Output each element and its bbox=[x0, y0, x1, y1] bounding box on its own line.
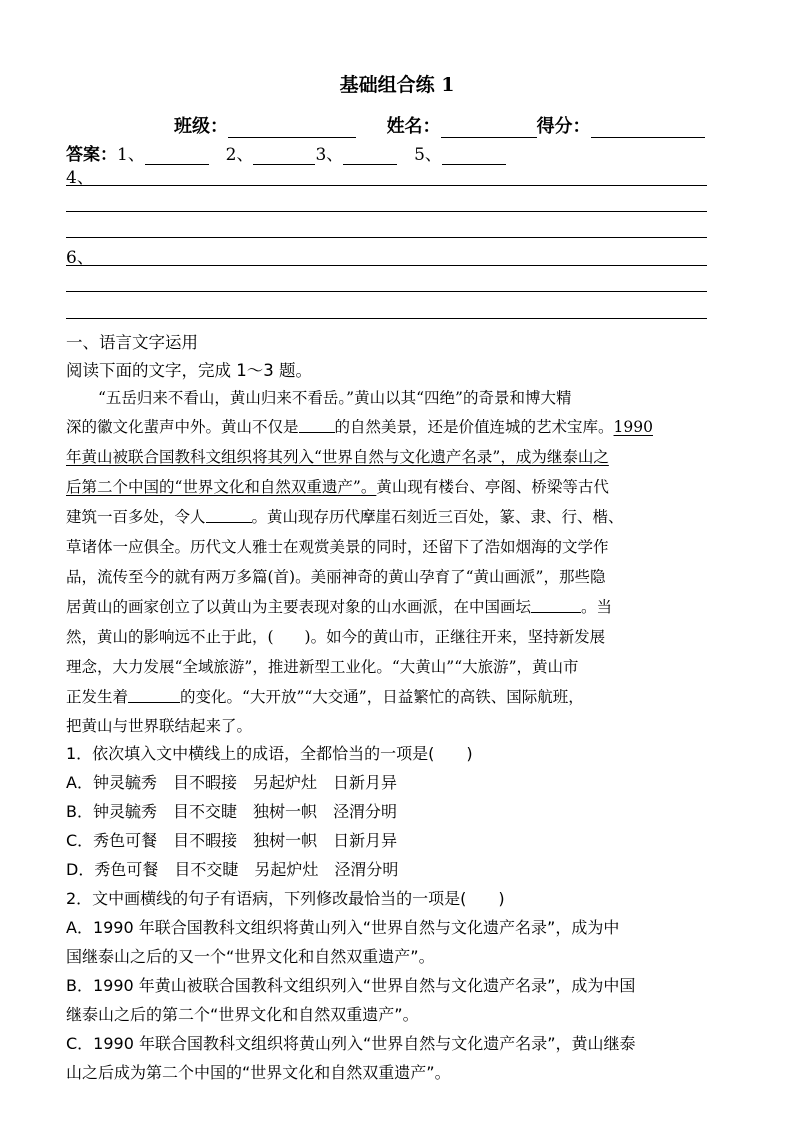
passage-line: 草诸体一应俱全。历代文人雅士在观赏美景的同时，还留下了浩如烟海的文学作 bbox=[66, 538, 609, 556]
passage-text: 黄山现有楼台、亭阁、桥梁等古代 bbox=[376, 478, 609, 496]
question-1-option-c[interactable]: C．秀色可餐 目不暇接 独树一帜 日新月异 bbox=[66, 831, 398, 850]
answer-1-label: 1、 bbox=[117, 145, 145, 165]
question-2-option-b-cont: 继泰山之后的第二个“世界文化和自然双重遗产”。 bbox=[66, 1005, 419, 1024]
answer-6-line[interactable] bbox=[66, 265, 707, 266]
page-title: 基础组合练 1 bbox=[339, 74, 455, 96]
underlined-sentence: 年黄山被联合国教科文组织将其列入“世界自然与文化遗产名录”，成为继泰山之 bbox=[66, 448, 609, 466]
passage-text: 建筑一百多处，令人 bbox=[66, 508, 206, 526]
name-label: 姓名： bbox=[386, 116, 441, 137]
passage-text: 居黄山的画家创立了以黄山为主要表现对象的山水画派，在中国画坛 bbox=[66, 598, 532, 616]
score-field[interactable] bbox=[591, 117, 705, 138]
passage-text: 的变化。“大开放”“大交通”，日益繁忙的高铁、国际航班， bbox=[180, 688, 584, 706]
name-field[interactable] bbox=[441, 117, 537, 138]
question-2-option-c-cont: 山之后成为第二个中国的“世界文化和自然双重遗产”。 bbox=[66, 1063, 451, 1082]
underlined-sentence: 后第二个中国的“世界文化和自然双重遗产”。 bbox=[66, 478, 377, 496]
passage-text: 正发生着 bbox=[66, 688, 129, 706]
blank-3 bbox=[531, 598, 581, 613]
passage-line bbox=[66, 595, 612, 617]
passage-line bbox=[66, 505, 624, 527]
blank-1 bbox=[299, 418, 335, 433]
question-2-stem: 2．文中画横线的句子有语病，下列修改最恰当的一项是( ) bbox=[66, 889, 505, 908]
answer-3-field[interactable] bbox=[343, 144, 397, 165]
passage-line bbox=[66, 685, 584, 707]
answer-6-line[interactable] bbox=[66, 318, 707, 319]
class-label: 班级： bbox=[174, 116, 228, 137]
answer-6-line[interactable] bbox=[66, 291, 707, 292]
passage-line: 然，黄山的影响远不止于此，( )。如今的黄山市，正继往开来，坚持新发展 bbox=[66, 628, 606, 646]
answer-4-line[interactable] bbox=[66, 211, 707, 212]
answer-3-label: 3、 bbox=[315, 145, 344, 165]
question-2-option-a-cont: 国继泰山之后的又一个“世界文化和自然双重遗产”。 bbox=[66, 947, 435, 966]
class-field[interactable] bbox=[228, 117, 356, 138]
question-2-option-a[interactable]: A．1990 年联合国教科文组织将黄山列入“世界自然与文化遗产名录”，成为中 bbox=[66, 918, 620, 937]
answer-4-label: 4、 bbox=[66, 168, 94, 188]
passage-text: 。黄山现存历代摩崖石刻近三百处，篆、隶、行、楷、 bbox=[251, 508, 624, 526]
passage-text: 的自然美景，还是价值连城的艺术宝库。 bbox=[334, 418, 614, 436]
answer-4-line[interactable] bbox=[66, 237, 707, 238]
passage-line: 理念，大力发展“全域旅游”，推进新型工业化。“大黄山”“大旅游”，黄山市 bbox=[66, 658, 579, 676]
answer-6-label: 6、 bbox=[66, 248, 94, 268]
passage-text: 。当 bbox=[581, 598, 613, 616]
question-1-stem: 1．依次填入文中横线上的成语，全都恰当的一项是( ) bbox=[66, 744, 473, 763]
blank-2 bbox=[206, 508, 252, 523]
answers-label: 答案： bbox=[66, 145, 117, 165]
answer-1-field[interactable] bbox=[145, 144, 209, 165]
question-1-option-b[interactable]: B．钟灵毓秀 目不交睫 独树一帜 泾渭分明 bbox=[66, 802, 397, 821]
passage-line: 品，流传至今的就有两万多篇(首)。美丽神奇的黄山孕育了“黄山画派”，那些隐 bbox=[66, 568, 606, 586]
answer-2-field[interactable] bbox=[253, 144, 315, 165]
passage-text: 深的徽文化蜚声中外。黄山不仅是 bbox=[66, 418, 299, 436]
question-1-option-a[interactable]: A．钟灵毓秀 目不暇接 另起炉灶 日新月异 bbox=[66, 773, 397, 792]
blank-4 bbox=[128, 688, 180, 703]
passage-line bbox=[66, 415, 653, 437]
answer-4-line[interactable] bbox=[66, 185, 707, 186]
score-label: 得分： bbox=[536, 116, 591, 137]
question-2-option-c[interactable]: C．1990 年联合国教科文组织将黄山列入“世界自然与文化遗产名录”，黄山继泰 bbox=[66, 1034, 636, 1053]
section-heading: 一、语言文字运用 bbox=[66, 333, 198, 352]
passage-line: 把黄山与世界联结起来了。 bbox=[66, 717, 253, 735]
underlined-sentence: 1990 bbox=[613, 418, 653, 436]
question-1-option-d[interactable]: D．秀色可餐 目不交睫 另起炉灶 泾渭分明 bbox=[66, 860, 399, 879]
passage-line bbox=[66, 475, 609, 497]
answer-2-label: 2、 bbox=[225, 145, 254, 165]
header-row bbox=[174, 112, 705, 138]
answers-row bbox=[66, 140, 506, 165]
answer-5-label: 5、 bbox=[414, 145, 442, 165]
question-2-option-b[interactable]: B．1990 年黄山被联合国教科文组织列入“世界自然与文化遗产名录”，成为中国 bbox=[66, 976, 636, 995]
section-instruction: 阅读下面的文字，完成 1～3 题。 bbox=[66, 361, 312, 380]
passage-line: “五岳归来不看山，黄山归来不看岳。”黄山以其“四绝”的奇景和博大精 bbox=[98, 389, 572, 407]
answer-5-field[interactable] bbox=[442, 144, 506, 165]
